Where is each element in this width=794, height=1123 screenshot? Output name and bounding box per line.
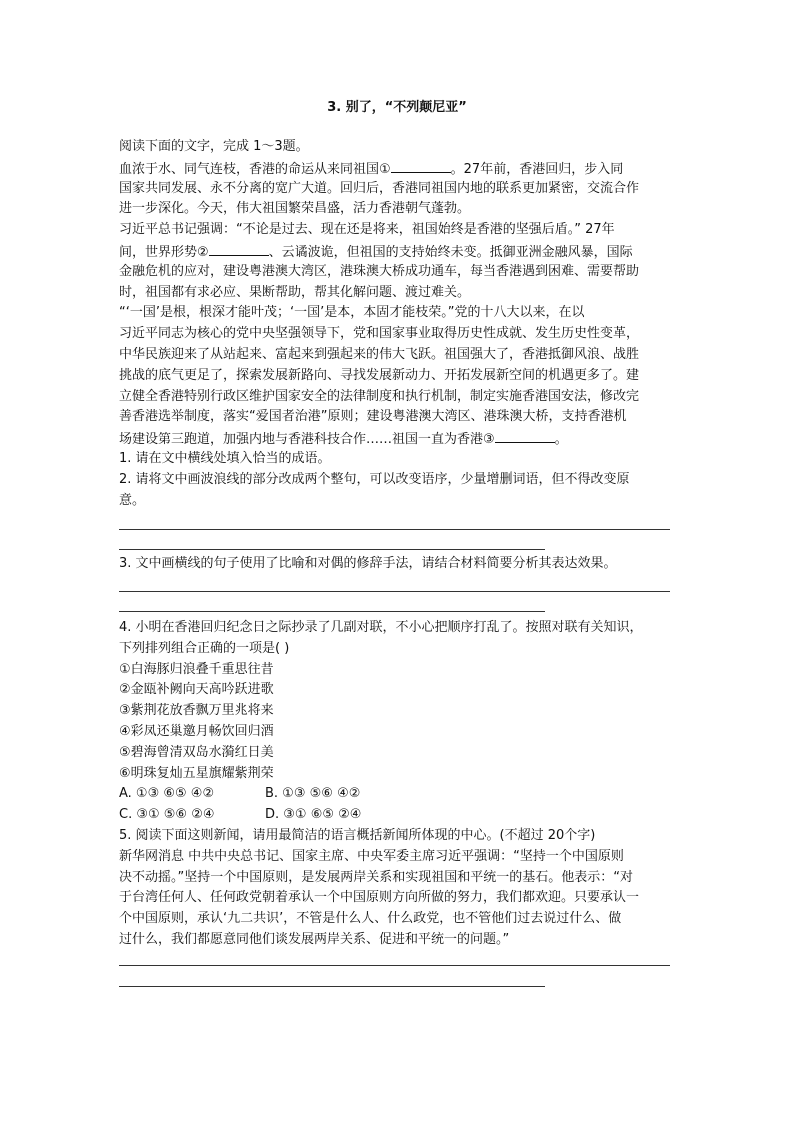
option-b[interactable]: B. ①③ ⑤⑥ ④② <box>265 786 361 802</box>
passage-text: 间，世界形势② <box>119 244 209 260</box>
options-row <box>119 805 679 826</box>
answer-line <box>119 549 545 550</box>
passage-line: 挑战的底气更足了，探索发展新路向、寻找发展新动力、开拓发展新空间的机遇更多了。建 <box>119 367 640 383</box>
passage-block <box>119 137 679 511</box>
page-title: 3. 别了，“不列颠尼亚” <box>327 100 467 115</box>
passage-text: 场建设第三跑道，加强内地与香港科技合作……祖国一直为香港③ <box>119 432 495 448</box>
answer-line <box>119 611 545 612</box>
couplet-item: ①白海豚归浪叠千重思往昔 <box>119 661 274 677</box>
option-d[interactable]: D. ③① ⑥⑤ ②④ <box>265 807 362 823</box>
passage-line: 中华民族迎来了从站起来、富起来到强起来的伟大飞跃。祖国强大了，香港抵御风浪、战胜 <box>119 346 640 362</box>
passage-text: 。 <box>554 432 568 448</box>
news-line: 决不动摇。”坚持一个中国原则，是发展两岸关系和实现祖国和平统一的基石。他表示：“对 <box>119 869 633 885</box>
couplet-item: ⑤碧海曾清双岛水漪红日美 <box>119 744 274 760</box>
passage-line: 善香港选举制度，落实“爱国者治港”原则；建设粤港澳大湾区、港珠澳大桥，支持香港机 <box>119 409 627 425</box>
passage-line <box>119 158 679 179</box>
passage-line: 习近平总书记强调：“不论是过去、现在还是将来，祖国始终是香港的坚强后盾。” 27年 <box>119 222 615 238</box>
answer-line <box>119 591 670 592</box>
passage-text: 。27年前，香港回归，步入同 <box>450 161 624 177</box>
question-3-block <box>119 554 679 575</box>
options-row <box>119 784 679 805</box>
fill-blank-3 <box>495 428 555 443</box>
question-5: 5. 阅读下面这则新闻，请用最简洁的语言概括新闻所体现的中心。(不超过 20个字) <box>119 827 596 843</box>
passage-text: 血浓于水、同气连枝，香港的命运从来同祖国① <box>119 161 391 177</box>
passage-line <box>119 428 679 449</box>
couplet-item: ④彩凤还巢邀月畅饮回归酒 <box>119 723 274 739</box>
answer-line <box>119 986 545 987</box>
passage-line: “‘一国’是根，根深才能叶茂；‘一国’是本，本固才能枝荣。”党的十八大以来，在以 <box>119 305 585 321</box>
question-2-cont: 意。 <box>119 492 146 508</box>
fill-blank-1 <box>391 158 451 173</box>
intro-text: 阅读下面的文字，完成 1～3题。 <box>119 139 309 154</box>
question-4-block <box>119 618 679 951</box>
question-4: 4. 小明在香港回归纪念日之际抄录了几副对联，不小心把顺序打乱了。按照对联有关知识， <box>119 620 643 635</box>
answer-line <box>119 965 670 966</box>
passage-line <box>119 241 679 262</box>
option-a[interactable]: A. ①③ ⑥⑤ ④② <box>119 786 215 802</box>
passage-line: 立健全香港特别行政区维护国家安全的法律制度和执行机制，制定实施香港国安法，修改完 <box>119 388 640 404</box>
passage-line: 进一步深化。今天，伟大祖国繁荣昌盛，活力香港朝气蓬勃。 <box>119 201 471 217</box>
couplet-item: ③紫荆花放香飘万里兆将来 <box>119 703 274 719</box>
passage-line: 金融危机的应对，建设粤港澳大湾区，港珠澳大桥成功通车，每当香港遇到困难、需要帮助 <box>119 263 640 279</box>
question-3: 3. 文中画横线的句子使用了比喻和对偶的修辞手法，请结合材料简要分析其表达效果。 <box>119 556 617 571</box>
passage-line: 国家共同发展、永不分离的宽广大道。回归后，香港同祖国内地的联系更加紧密，交流合作 <box>119 180 640 196</box>
couplet-item: ②金瓯补阙向天高吟跃进歌 <box>119 682 274 698</box>
passage-text: 、云谲波诡，但祖国的支持始终未变。抵御亚洲金融风暴，国际 <box>268 244 633 260</box>
passage-line: 时，祖国都有求必应、果断帮助，帮其化解问题、渡过难关。 <box>119 284 471 300</box>
fill-blank-2 <box>209 241 269 256</box>
news-line: 过什么，我们都愿意同他们谈发展两岸关系、促进和平统一的问题。” <box>119 931 510 947</box>
news-line: 个中国原则，承认‘九二共识’，不管是什么人、什么政党，也不管他们过去说过什么、做 <box>119 911 622 927</box>
question-4-cont: 下列排列组合正确的一项是( ) <box>119 640 290 656</box>
question-2: 2. 请将文中画波浪线的部分改成两个整句，可以改变语序，少量增删词语，但不得改变原 <box>119 471 630 487</box>
question-1: 1. 请在文中横线处填入恰当的成语。 <box>119 450 331 466</box>
couplet-item: ⑥明珠复灿五星旗耀紫荆荣 <box>119 765 274 781</box>
news-line: 新华网消息 中共中央总书记、国家主席、中央军委主席习近平强调：“坚持一个中国原则 <box>119 848 624 864</box>
answer-line <box>119 529 670 530</box>
passage-line: 习近平同志为核心的党中央坚强领导下，党和国家事业取得历史性成就、发生历史性变革， <box>119 326 640 342</box>
option-c[interactable]: C. ③① ⑤⑥ ②④ <box>119 807 215 823</box>
news-line: 于台湾任何人、任何政党朝着承认一个中国原则方向所做的努力，我们都欢迎。只要承认一 <box>119 890 640 906</box>
